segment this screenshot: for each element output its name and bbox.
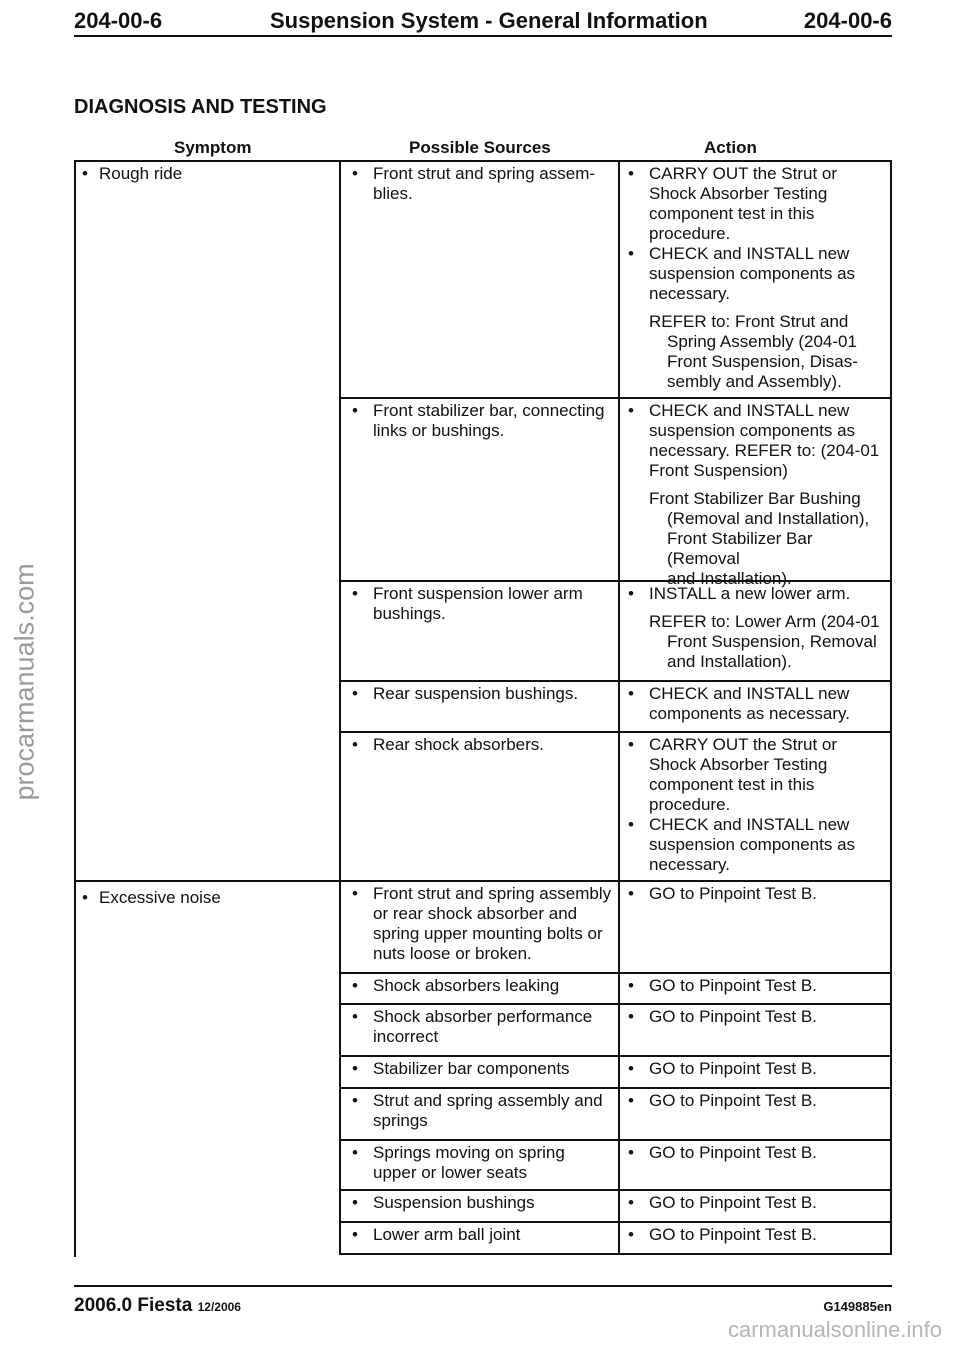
column-divider-action bbox=[618, 160, 620, 1255]
column-header-symptom: Symptom bbox=[174, 138, 252, 157]
action-line: Shock Absorber Testing bbox=[649, 755, 828, 774]
source-cell bbox=[352, 684, 614, 704]
bullet: • bbox=[352, 164, 358, 183]
source-cell bbox=[352, 584, 614, 624]
refer-text bbox=[628, 489, 888, 589]
action-line: necessary. REFER to: (204-01 bbox=[649, 441, 880, 460]
bullet: • bbox=[352, 584, 358, 603]
action-item bbox=[628, 976, 888, 996]
row-divider bbox=[339, 731, 892, 733]
action-line: CHECK and INSTALL new bbox=[649, 815, 850, 834]
action-line: GO to Pinpoint Test B. bbox=[649, 1091, 817, 1110]
bullet: • bbox=[628, 1225, 634, 1244]
action-line: GO to Pinpoint Test B. bbox=[649, 1225, 817, 1244]
action-text bbox=[628, 1091, 888, 1111]
action-cell bbox=[628, 584, 888, 672]
source-text bbox=[352, 1225, 614, 1245]
bullet: • bbox=[628, 1007, 634, 1026]
source-text bbox=[352, 584, 614, 624]
action-text bbox=[628, 684, 888, 724]
refer-text bbox=[628, 612, 888, 672]
page-header bbox=[74, 4, 892, 38]
footer-model: 2006.0 Fiesta 12/2006 bbox=[74, 1295, 241, 1316]
action-item bbox=[628, 1059, 888, 1079]
action-text bbox=[628, 1193, 888, 1213]
source-text bbox=[352, 884, 614, 964]
row-divider bbox=[339, 1221, 892, 1223]
column-header-sources: Possible Sources bbox=[409, 138, 551, 157]
action-line: Shock Absorber Testing bbox=[649, 184, 828, 203]
source-cell bbox=[352, 1059, 614, 1079]
action-line: GO to Pinpoint Test B. bbox=[649, 1143, 817, 1162]
bullet: • bbox=[628, 1059, 634, 1078]
source-text bbox=[352, 1193, 614, 1213]
action-cell bbox=[628, 735, 888, 875]
bullet: • bbox=[352, 401, 358, 420]
column-header-action: Action bbox=[704, 138, 757, 157]
source-line: Suspension bushings bbox=[373, 1193, 535, 1212]
source-line: Rear suspension bushings. bbox=[373, 684, 579, 703]
source-cell bbox=[352, 401, 614, 441]
table-top-border bbox=[74, 160, 892, 162]
source-text bbox=[352, 1059, 614, 1079]
action-text bbox=[628, 735, 888, 815]
source-line: Rear shock absorbers. bbox=[373, 735, 545, 754]
header-rule bbox=[74, 35, 892, 37]
source-line: Shock absorber performance bbox=[373, 1007, 593, 1026]
refer-line: REFER to: Lower Arm (204-01 bbox=[649, 612, 880, 631]
action-text bbox=[628, 244, 888, 304]
source-line: upper or lower seats bbox=[373, 1163, 528, 1182]
source-line: Front stabilizer bar, connecting bbox=[373, 401, 605, 420]
action-item bbox=[628, 735, 888, 815]
source-cell bbox=[352, 1091, 614, 1131]
action-line: necessary. bbox=[649, 284, 730, 303]
source-text bbox=[352, 735, 614, 755]
action-item bbox=[628, 164, 888, 244]
source-line: Front strut and spring assem- bbox=[373, 164, 596, 183]
action-item bbox=[628, 1225, 888, 1245]
action-cell bbox=[628, 164, 888, 392]
bullet: • bbox=[628, 1091, 634, 1110]
footer-code: G149885en bbox=[823, 1299, 892, 1314]
action-cell bbox=[628, 1225, 888, 1245]
action-cell bbox=[628, 401, 888, 589]
action-line: procedure. bbox=[649, 795, 731, 814]
action-cell bbox=[628, 1059, 888, 1079]
page-header-title: Suspension System - General Information bbox=[270, 8, 708, 33]
action-item bbox=[628, 1091, 888, 1111]
action-cell bbox=[628, 1193, 888, 1213]
bullet: • bbox=[628, 884, 634, 903]
source-cell bbox=[352, 1007, 614, 1047]
bullet: • bbox=[352, 1225, 358, 1244]
source-cell bbox=[352, 1143, 614, 1183]
source-line: Front suspension lower arm bbox=[373, 584, 583, 603]
source-line: links or bushings. bbox=[373, 421, 505, 440]
action-line: necessary. bbox=[649, 855, 730, 874]
action-item bbox=[628, 1193, 888, 1213]
source-line: springs bbox=[373, 1111, 428, 1130]
bullet: • bbox=[352, 1143, 358, 1162]
refer-line: (Removal and Installation), bbox=[667, 509, 870, 528]
action-text bbox=[628, 401, 888, 481]
action-line: CHECK and INSTALL new bbox=[649, 244, 850, 263]
action-text bbox=[628, 1059, 888, 1079]
bullet: • bbox=[628, 815, 634, 834]
source-line: blies. bbox=[373, 184, 413, 203]
source-line: spring upper mounting bolts or bbox=[373, 924, 603, 943]
action-line: component test in this bbox=[649, 204, 815, 223]
action-line: GO to Pinpoint Test B. bbox=[649, 1007, 817, 1026]
row-divider bbox=[339, 972, 892, 974]
source-text bbox=[352, 1143, 614, 1183]
row-divider bbox=[339, 1253, 892, 1255]
action-line: component test in this bbox=[649, 775, 815, 794]
bullet: • bbox=[628, 244, 634, 263]
action-item bbox=[628, 1143, 888, 1163]
bullet: • bbox=[352, 1091, 358, 1110]
source-line: Stabilizer bar components bbox=[373, 1059, 570, 1078]
refer-line: and Installation). bbox=[667, 652, 792, 671]
action-cell bbox=[628, 684, 888, 724]
action-line: GO to Pinpoint Test B. bbox=[649, 1193, 817, 1212]
action-item bbox=[628, 244, 888, 304]
source-text bbox=[352, 684, 614, 704]
refer-line: sembly and Assembly). bbox=[667, 372, 842, 391]
source-text bbox=[352, 976, 614, 996]
table-right-border bbox=[890, 160, 892, 1255]
action-line: GO to Pinpoint Test B. bbox=[649, 884, 817, 903]
action-item bbox=[628, 884, 888, 904]
bullet: • bbox=[628, 976, 634, 995]
source-line: bushings. bbox=[373, 604, 446, 623]
refer-line: Front Stabilizer Bar Bushing bbox=[649, 489, 861, 508]
action-text bbox=[628, 976, 888, 996]
source-cell bbox=[352, 735, 614, 755]
bullet: • bbox=[628, 735, 634, 754]
refer-line: Spring Assembly (204-01 bbox=[667, 332, 857, 351]
bullet: • bbox=[628, 1193, 634, 1212]
bullet: • bbox=[352, 1193, 358, 1212]
action-line: GO to Pinpoint Test B. bbox=[649, 1059, 817, 1078]
row-divider bbox=[339, 1139, 892, 1141]
refer-line: and Installation). bbox=[667, 569, 792, 588]
row-divider bbox=[339, 880, 892, 882]
action-text bbox=[628, 164, 888, 244]
row-divider bbox=[339, 1189, 892, 1191]
row-divider bbox=[339, 680, 892, 682]
action-line: procedure. bbox=[649, 224, 731, 243]
action-line: suspension components as bbox=[649, 264, 856, 283]
action-text bbox=[628, 815, 888, 875]
source-line: Strut and spring assembly and bbox=[373, 1091, 603, 1110]
action-cell bbox=[628, 976, 888, 996]
symptom-excessive-noise: • Excessive noise bbox=[82, 888, 221, 907]
source-text bbox=[352, 1007, 614, 1047]
source-text bbox=[352, 1091, 614, 1131]
action-cell bbox=[628, 1143, 888, 1163]
action-item bbox=[628, 584, 888, 604]
page-number-left: 204-00-6 bbox=[74, 8, 163, 33]
source-line: or rear shock absorber and bbox=[373, 904, 578, 923]
action-cell bbox=[628, 1091, 888, 1111]
refer-line: Front Suspension, Removal bbox=[667, 632, 877, 651]
symptom-rough-ride: • Rough ride bbox=[82, 164, 183, 183]
section-title: DIAGNOSIS AND TESTING bbox=[74, 96, 327, 118]
source-line: Front strut and spring assembly bbox=[373, 884, 612, 903]
bullet: • bbox=[628, 401, 634, 420]
action-line: Front Suspension) bbox=[649, 461, 788, 480]
column-divider-sources bbox=[339, 160, 341, 1255]
footer-rule bbox=[74, 1285, 892, 1287]
action-item bbox=[628, 401, 888, 481]
source-text bbox=[352, 164, 614, 204]
action-line: suspension components as bbox=[649, 835, 856, 854]
source-line: Springs moving on spring bbox=[373, 1143, 565, 1162]
page-number-right: 204-00-6 bbox=[803, 8, 892, 33]
action-line: CARRY OUT the Strut or bbox=[649, 735, 838, 754]
refer-line: Front Stabilizer Bar (Removal bbox=[667, 529, 813, 568]
watermark-bottom: carmanualsonline.info bbox=[727, 1317, 942, 1342]
action-text bbox=[628, 1007, 888, 1027]
symptom-group-divider bbox=[74, 880, 339, 882]
action-line: suspension components as bbox=[649, 421, 856, 440]
source-text bbox=[352, 401, 614, 441]
bullet: • bbox=[352, 1007, 358, 1026]
bullet: • bbox=[352, 735, 358, 754]
source-line: nuts loose or broken. bbox=[373, 944, 532, 963]
source-cell bbox=[352, 884, 614, 964]
source-cell bbox=[352, 164, 614, 204]
bullet: • bbox=[628, 584, 634, 603]
row-divider bbox=[339, 1055, 892, 1057]
bullet: • bbox=[352, 1059, 358, 1078]
source-line: Lower arm ball joint bbox=[373, 1225, 521, 1244]
action-text bbox=[628, 884, 888, 904]
action-text bbox=[628, 1143, 888, 1163]
refer-line: Front Suspension, Disas- bbox=[667, 352, 858, 371]
bullet: • bbox=[352, 684, 358, 703]
action-cell bbox=[628, 1007, 888, 1027]
action-line: CHECK and INSTALL new bbox=[649, 684, 850, 703]
action-line: CARRY OUT the Strut or bbox=[649, 164, 838, 183]
action-text bbox=[628, 584, 888, 604]
action-line: CHECK and INSTALL new bbox=[649, 401, 850, 420]
row-divider bbox=[339, 1003, 892, 1005]
source-cell bbox=[352, 1225, 614, 1245]
action-text bbox=[628, 1225, 888, 1245]
bullet: • bbox=[628, 684, 634, 703]
row-divider bbox=[339, 397, 892, 399]
refer-line: REFER to: Front Strut and bbox=[649, 312, 849, 331]
action-item bbox=[628, 684, 888, 724]
source-cell bbox=[352, 1193, 614, 1213]
action-line: GO to Pinpoint Test B. bbox=[649, 976, 817, 995]
watermark-side: procarmanuals.com bbox=[9, 563, 40, 801]
action-item bbox=[628, 815, 888, 875]
action-item bbox=[628, 1007, 888, 1027]
action-cell bbox=[628, 884, 888, 904]
row-divider bbox=[339, 1087, 892, 1089]
table-left-border bbox=[74, 160, 76, 1257]
source-line: incorrect bbox=[373, 1027, 439, 1046]
bullet: • bbox=[628, 1143, 634, 1162]
source-cell bbox=[352, 976, 614, 996]
action-line: components as necessary. bbox=[649, 704, 850, 723]
source-line: Shock absorbers leaking bbox=[373, 976, 560, 995]
refer-text bbox=[628, 312, 888, 392]
bullet: • bbox=[628, 164, 634, 183]
bullet: • bbox=[352, 976, 358, 995]
bullet: • bbox=[352, 884, 358, 903]
action-line: INSTALL a new lower arm. bbox=[649, 584, 851, 603]
